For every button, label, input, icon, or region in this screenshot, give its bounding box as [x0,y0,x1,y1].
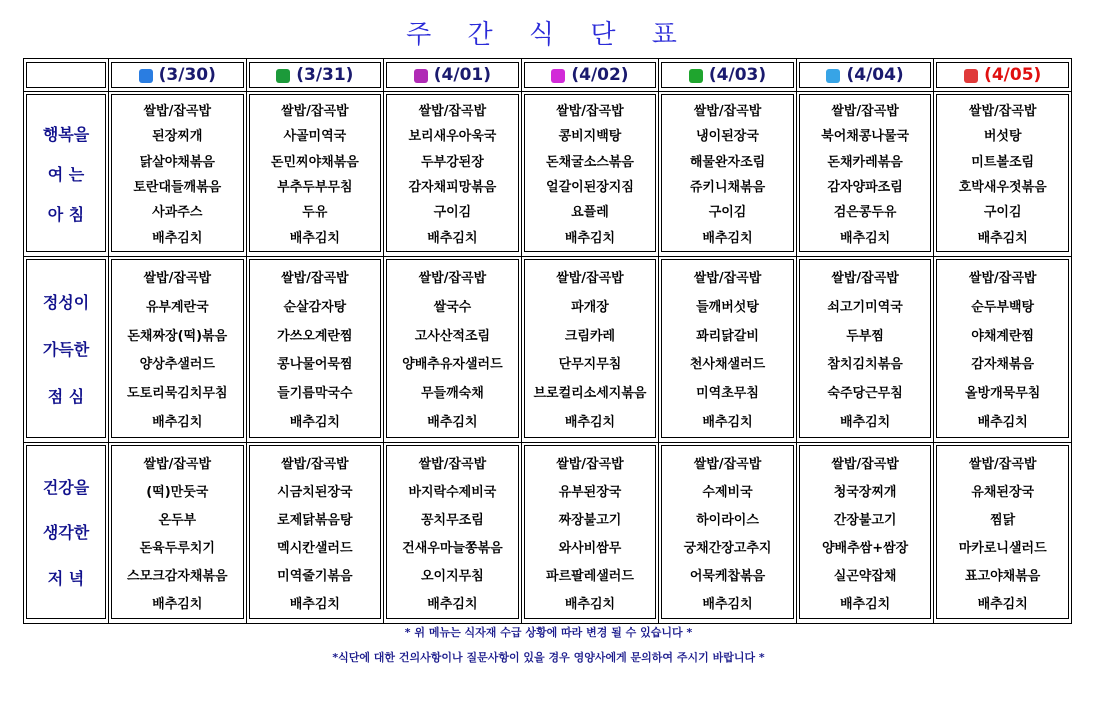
weekday-character-icon [689,69,703,83]
menu-item: 숙주당근무침 [827,386,903,402]
menu-item: 시금치된장국 [277,484,353,500]
menu-item: 감자양파조림 [827,180,903,196]
menu-cell [796,92,934,257]
menu-item: 버섯탕 [983,129,1022,145]
menu-item: 들깨버섯탕 [696,299,759,315]
meal-row-dinner [24,443,1072,624]
menu-item: 도토리묵김치무침 [127,386,228,402]
menu-item: 미역줄기볶음 [277,568,353,584]
menu-item: 배추김치 [564,415,616,431]
day-header [246,59,384,92]
menu-item: 콩비지백탕 [558,129,622,145]
menu-item: 감자채피망볶음 [408,180,497,196]
menu-item: 천사채샐러드 [689,357,766,373]
meal-name-line: 행복을 [42,124,90,144]
menu-cell [659,443,797,624]
menu-item: 양상추샐러드 [139,357,215,373]
menu-item: 유채된장국 [971,484,1035,500]
menu-cell [659,92,797,257]
menu-item: 찜닭 [990,512,1016,528]
menu-item: 구이김 [708,205,747,221]
menu-item: 순두부백탕 [971,299,1035,315]
day-label: (3/31) [296,65,354,85]
menu-item: 배추김치 [289,415,340,431]
menu-item: 무들깨숙채 [421,386,484,402]
menu-item: 보리새우아욱국 [408,129,497,145]
menu-item: 쌀밥/잡곡밥 [418,270,487,286]
menu-item: 고사산적조림 [414,328,491,344]
weekday-character-icon [139,69,153,83]
day-label: (4/01) [433,65,492,85]
menu-cell [796,257,934,443]
menu-cell [384,92,522,257]
menu-item: 두유 [302,205,328,221]
menu-item: 온두부 [158,512,197,528]
menu-cell [109,257,247,443]
day-header [659,59,797,92]
menu-item: 두부찜 [846,328,884,344]
meal-name-line: 가득한 [42,340,90,359]
menu-item: 실곤약잡채 [833,568,897,584]
menu-item: 토란대들깨볶음 [133,180,222,196]
menu-item: 호박새우젓볶음 [958,180,1047,196]
menu-cell [521,443,659,624]
menu-cell [246,257,384,443]
menu-item: 쌀밥/잡곡밥 [693,456,762,472]
menu-item: 배추김치 [564,596,616,612]
menu-item: 어묵케찹볶음 [689,568,766,584]
menu-item: 청국장찌개 [833,484,897,500]
weekday-character-icon [414,69,428,83]
menu-item: 미트볼조림 [971,154,1035,170]
menu-item: 쥬키니채볶음 [689,180,766,196]
meal-name-line: 생각한 [42,523,90,543]
menu-item: 쌀밥/잡곡밥 [693,270,762,286]
page-title: 주 간 식 단 표 [406,20,691,50]
weekday-character-icon [826,69,840,83]
meal-name-line: 저 녁 [47,568,85,588]
menu-item: 파개장 [571,299,609,315]
menu-item: 미역초무침 [696,386,759,402]
menu-item: 쌀밥/잡곡밥 [831,270,899,286]
menu-cell [109,92,247,257]
meal-name-line: 여 는 [47,164,85,184]
menu-cell [934,92,1072,257]
menu-item: 쌀밥/잡곡밥 [143,270,212,286]
menu-item: 마카로니샐러드 [958,540,1047,556]
menu-item: 배추김치 [152,415,203,431]
menu-cell [521,92,659,257]
menu-item: 배추김치 [977,415,1028,431]
menu-item: 검은콩두유 [833,205,897,221]
menu-cell [246,443,384,624]
menu-item: 콩나물어묵찜 [277,357,353,373]
menu-item: 단무지무침 [558,357,622,373]
menu-item: 꽁치무조림 [421,512,484,528]
menu-item: 쌀밥/잡곡밥 [968,104,1037,120]
menu-item: 쌀밥/잡곡밥 [418,104,487,120]
menu-item: 하이라이스 [696,512,759,528]
menu-item: 돈채굴소스볶음 [546,154,634,170]
menu-item: 쌀밥/잡곡밥 [556,456,624,472]
menu-item: 쌀밥/잡곡밥 [968,456,1037,472]
menu-item: 돈육두루치기 [139,540,215,556]
note-line: * 위 메뉴는 식자재 수급 상황에 따라 변경 될 수 있습니다 * [404,626,693,639]
menu-item: 요플레 [571,205,609,221]
menu-cell [521,257,659,443]
weekday-character-icon [964,69,978,83]
menu-item: 바지락수제비국 [408,484,497,500]
menu-item: 로제닭볶음탕 [277,512,353,528]
menu-item: 사과주스 [152,205,203,221]
menu-item: 배추김치 [152,596,203,612]
menu-item: 배추김치 [702,415,753,431]
menu-item: 배추김치 [839,415,891,431]
menu-cell [246,92,384,257]
menu-item: 쌀밥/잡곡밥 [831,456,899,472]
meal-name-line: 아 침 [47,204,85,224]
menu-item: 배추김치 [289,596,340,612]
menu-item: 북어채콩나물국 [821,129,910,145]
corner-cell [24,59,109,92]
day-header [521,59,659,92]
menu-item: 배추김치 [839,596,891,612]
menu-item: 부추두부무침 [277,180,353,196]
menu-item: 짜장불고기 [558,512,622,528]
menu-item: 돈채카레볶음 [827,154,903,170]
day-header [796,59,934,92]
menu-item: 꽈리닭갈비 [696,328,759,344]
menu-item: 배추김치 [289,230,340,246]
meal-name-line: 점 심 [47,387,85,406]
menu-item: 배추김치 [427,596,478,612]
menu-item: 쇠고기미역국 [827,299,903,315]
menu-cell [796,443,934,624]
menu-item: 쌀밥/잡곡밥 [281,104,349,120]
weekday-character-icon [276,69,290,83]
menu-item: 야채계란찜 [971,328,1035,344]
menu-item: 오이지무침 [421,568,484,584]
menu-item: 배추김치 [427,230,478,246]
menu-item: 사골미역국 [283,129,347,145]
menu-item: 닭살야채볶음 [139,154,215,170]
menu-cell [109,443,247,624]
menu-item: 크림카레 [564,328,616,344]
note-line: *식단에 대한 건의사항이나 질문사항이 있을 경우 영양사에게 문의하여 주시기 바랍니다 * [332,651,765,664]
day-label: (4/04) [846,65,904,85]
menu-item: 쌀밥/잡곡밥 [968,270,1037,286]
meal-row-breakfast [24,92,1072,257]
menu-item: 배추김치 [977,230,1028,246]
menu-item: 해물완자조림 [689,154,766,170]
menu-item: 쌀국수 [433,299,472,315]
meal-name-cell [24,92,109,257]
menu-item: 배추김치 [427,415,478,431]
menu-item: 유부된장국 [558,484,622,500]
menu-item: 쌀밥/잡곡밥 [693,104,762,120]
header-row [24,59,1072,92]
weekly-menu-table [23,58,1072,624]
menu-item: 쌀밥/잡곡밥 [831,104,899,120]
menu-item: 배추김치 [702,596,753,612]
menu-item: 쌀밥/잡곡밥 [556,270,624,286]
menu-item: 올방개묵무침 [965,386,1041,402]
menu-cell [384,257,522,443]
notes [0,624,1097,674]
weekday-character-icon [551,69,565,83]
menu-item: 가쓰오계란찜 [277,328,353,344]
menu-item: 배추김치 [839,230,891,246]
day-label: (4/05) [984,65,1042,85]
menu-item: 돈민찌야채볶음 [270,154,359,170]
day-label: (4/03) [708,65,767,85]
menu-item: 스모크감자채볶음 [127,568,228,584]
menu-item: 양배추쌈+쌈장 [821,540,909,556]
meal-name-line: 건강을 [42,478,90,498]
menu-item: 쌀밥/잡곡밥 [143,456,212,472]
day-header [384,59,522,92]
menu-item: 간장불고기 [833,512,897,528]
menu-item: 냉이된장국 [696,129,759,145]
menu-item: 돈채짜장(떡)볶음 [127,328,228,344]
menu-item: 와사비쌈무 [558,540,622,556]
menu-item: 쌀밥/잡곡밥 [281,270,349,286]
menu-item: 파르팔레샐러드 [546,568,634,584]
day-header [934,59,1072,92]
meal-name-line: 정성이 [42,293,90,312]
menu-cell [934,257,1072,443]
menu-item: 브로컬리소세지볶음 [533,386,647,402]
menu-item: 쌀밥/잡곡밥 [418,456,487,472]
meal-name-cell [24,257,109,443]
menu-item: 순살감자탕 [283,299,347,315]
menu-item: 양배추유자샐러드 [402,357,503,373]
menu-item: 배추김치 [152,230,203,246]
menu-item: 쌀밥/잡곡밥 [281,456,349,472]
menu-item: 쌀밥/잡곡밥 [143,104,212,120]
menu-item: 얼갈이된장지짐 [546,180,634,196]
menu-item: 표고야채볶음 [965,568,1041,584]
menu-item: 배추김치 [564,230,616,246]
menu-item: 구이김 [983,205,1022,221]
menu-item: 참치김치볶음 [827,357,903,373]
menu-item: 배추김치 [702,230,753,246]
day-label: (3/30) [158,65,216,85]
menu-item: 감자채볶음 [971,357,1035,373]
menu-cell [384,443,522,624]
menu-item: 멕시칸샐러드 [277,540,353,556]
day-label: (4/02) [571,65,629,85]
meal-name-cell [24,443,109,624]
menu-item: 된장찌개 [152,129,203,145]
menu-cell [934,443,1072,624]
menu-item: 궁채간장고추지 [683,540,772,556]
menu-item: 수제비국 [702,484,753,500]
menu-item: 들기름막국수 [277,386,353,402]
menu-item: 배추김치 [977,596,1028,612]
menu-item: 쌀밥/잡곡밥 [556,104,624,120]
menu-item: 구이김 [433,205,472,221]
menu-cell [659,257,797,443]
menu-item: 유부계란국 [145,299,209,315]
menu-item: 두부강된장 [421,154,484,170]
menu-item: 건새우마늘쫑볶음 [402,540,503,556]
day-header [109,59,247,92]
meal-row-lunch [24,257,1072,443]
menu-item: (떡)만둣국 [146,484,209,500]
